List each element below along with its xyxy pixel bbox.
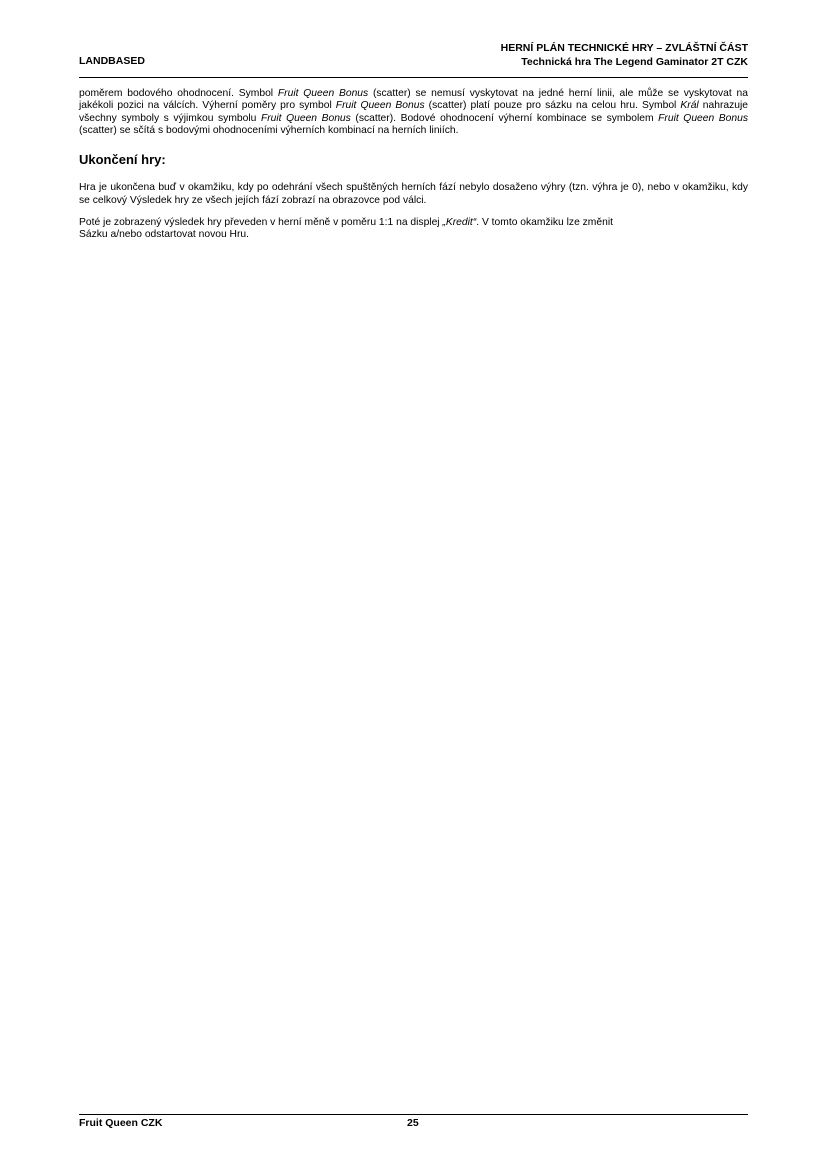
paragraph-scatter-rules: poměrem bodového ohodnocení. Symbol Fruit Queen Bonus (scatter) se nemusí vyskytovat na jedné herní linii, ale může se vyskytovat na jakékoli pozici na válcích. Výherní poměry pro symbol Fruit Queen Bonus (scatter) platí pouze pro sázku na celou hru. Symbol Král nahrazuje všechny symboly s výjimkou symbolu Fruit Queen Bonus (scatter). Bodové ohodnocení výherní kombinace se symbolem Fruit Queen Bonus (scatter) se sčítá s bodovými ohodnoceními výherních kombinací na herních liniích. — [79, 88, 749, 136]
section-heading: Ukončení hry: — [79, 152, 166, 168]
footer-rule — [79, 1114, 748, 1115]
paragraph-credit-transfer: Poté je zobrazený výsledek hry převeden v herní měně v poměru 1:1 na displej „Kredit“. V tomto okamžiku lze změnit Sázku a/nebo odstartovat novou Hru. — [79, 217, 613, 241]
page-number: 25 — [407, 1117, 419, 1129]
paragraph-game-end: Hra je ukončena buď v okamžiku, kdy po odehrání všech spuštěných herních fází nebylo dosaženo výhry (tzn. výhra je 0), nebo v okamžiku, kdy se celkový Výsledek hry ze všech jejích fází zobrazí na obrazovce pod válci. — [79, 182, 748, 206]
header-title-line1: HERNÍ PLÁN TECHNICKÉ HRY – ZVLÁŠTNÍ ČÁST — [500, 42, 748, 54]
header-title — [501, 41, 748, 69]
header-title-line2: Technická hra The Legend Gaminator 2T CZK — [521, 56, 748, 68]
header-landbased: LANDBASED — [79, 55, 145, 67]
page-body — [79, 88, 748, 242]
footer-game-name: Fruit Queen CZK — [79, 1117, 163, 1129]
header-rule — [79, 77, 748, 78]
